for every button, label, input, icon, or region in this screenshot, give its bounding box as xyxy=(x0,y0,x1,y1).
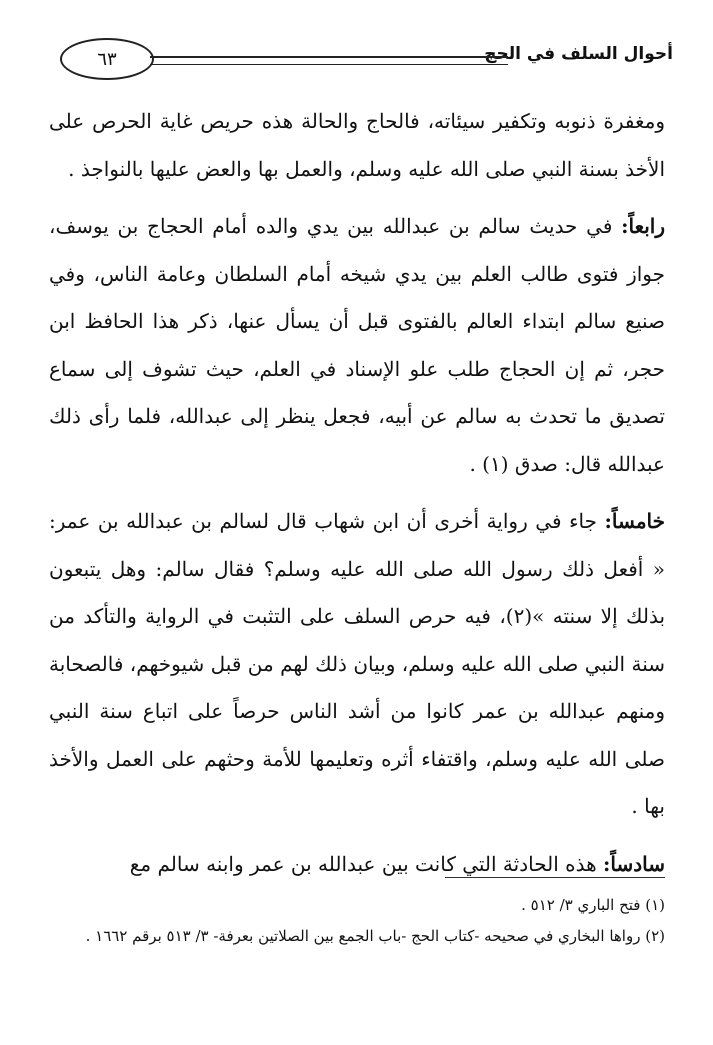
page-number: ٦٣ xyxy=(60,38,154,80)
paragraph xyxy=(49,98,665,193)
paragraph-lead: خامساً: xyxy=(604,509,665,533)
footnote: (١) فتح الباري ٣/ ٥١٢ . xyxy=(521,896,665,914)
paragraph-lead: رابعاً: xyxy=(621,214,665,238)
footnote: (٢) رواها البخاري في صحيحه -كتاب الحج -باب الجمع بين الصلاتين بعرفة- ٣/ ٥١٣ برقم ١٦٦٢ . xyxy=(85,927,665,945)
footnotes xyxy=(49,890,665,952)
paragraph-lead: سادساً: xyxy=(603,851,665,876)
body-text xyxy=(49,98,665,898)
header-rule xyxy=(150,56,508,65)
footnote-rule xyxy=(445,877,665,878)
paragraph xyxy=(49,498,665,831)
paragraph xyxy=(49,841,665,889)
paragraph-text: هذه الحادثة التي كانت بين عبدالله بن عمر وابنه سالم مع xyxy=(129,851,603,876)
paragraph-text: في حديث سالم بن عبدالله بين يدي والده أمام الحجاج بن يوسف، جواز فتوى طالب العلم بين يدي شيخه أمام السلطان وعامة الناس، وفي صنيع سالم ابتداء العالم بالفتوى قبل أن يسأل عنها، ذكر هذا الحافظ ابن حجر، ثم إن الحجاج طلب علو الإسناد في العلم، حيث تشوف إلى سماع تصديق ما تحدث به سالم عن أبيه، فجعل ينظر إلى عبدالله، فلما رأى ذلك عبدالله قال: صدق (١) . xyxy=(49,214,665,476)
running-title: أحوال السلف في الحج xyxy=(484,44,673,64)
paragraph xyxy=(49,203,665,488)
paragraph-text: ومغفرة ذنوبه وتكفير سيئاته، فالحاج والحالة هذه حريص غاية الحرص على الأخذ بسنة النبي صلى الله عليه وسلم، والعمل بها والعض عليها بالنواجذ . xyxy=(49,109,665,181)
paragraph-text: جاء في رواية أخرى أن ابن شهاب قال لسالم بن عبدالله بن عمر: « أفعل ذلك رسول الله صلى الله عليه وسلم؟ فقال سالم: وهل يتبعون بذلك إلا سنته »(٢)، فيه حرص السلف على التثبت في الرواية والتأكد من سنة النبي صلى الله عليه وسلم، وبيان ذلك لهم من قبل شيوخهم، فالصحابة ومنهم عبدالله بن عمر كانوا من أشد الناس حرصاً على اتباع سنة النبي صلى الله عليه وسلم، واقتفاء أثره وتعليمها للأمة وحثهم على العمل والأخذ بها . xyxy=(49,509,666,818)
